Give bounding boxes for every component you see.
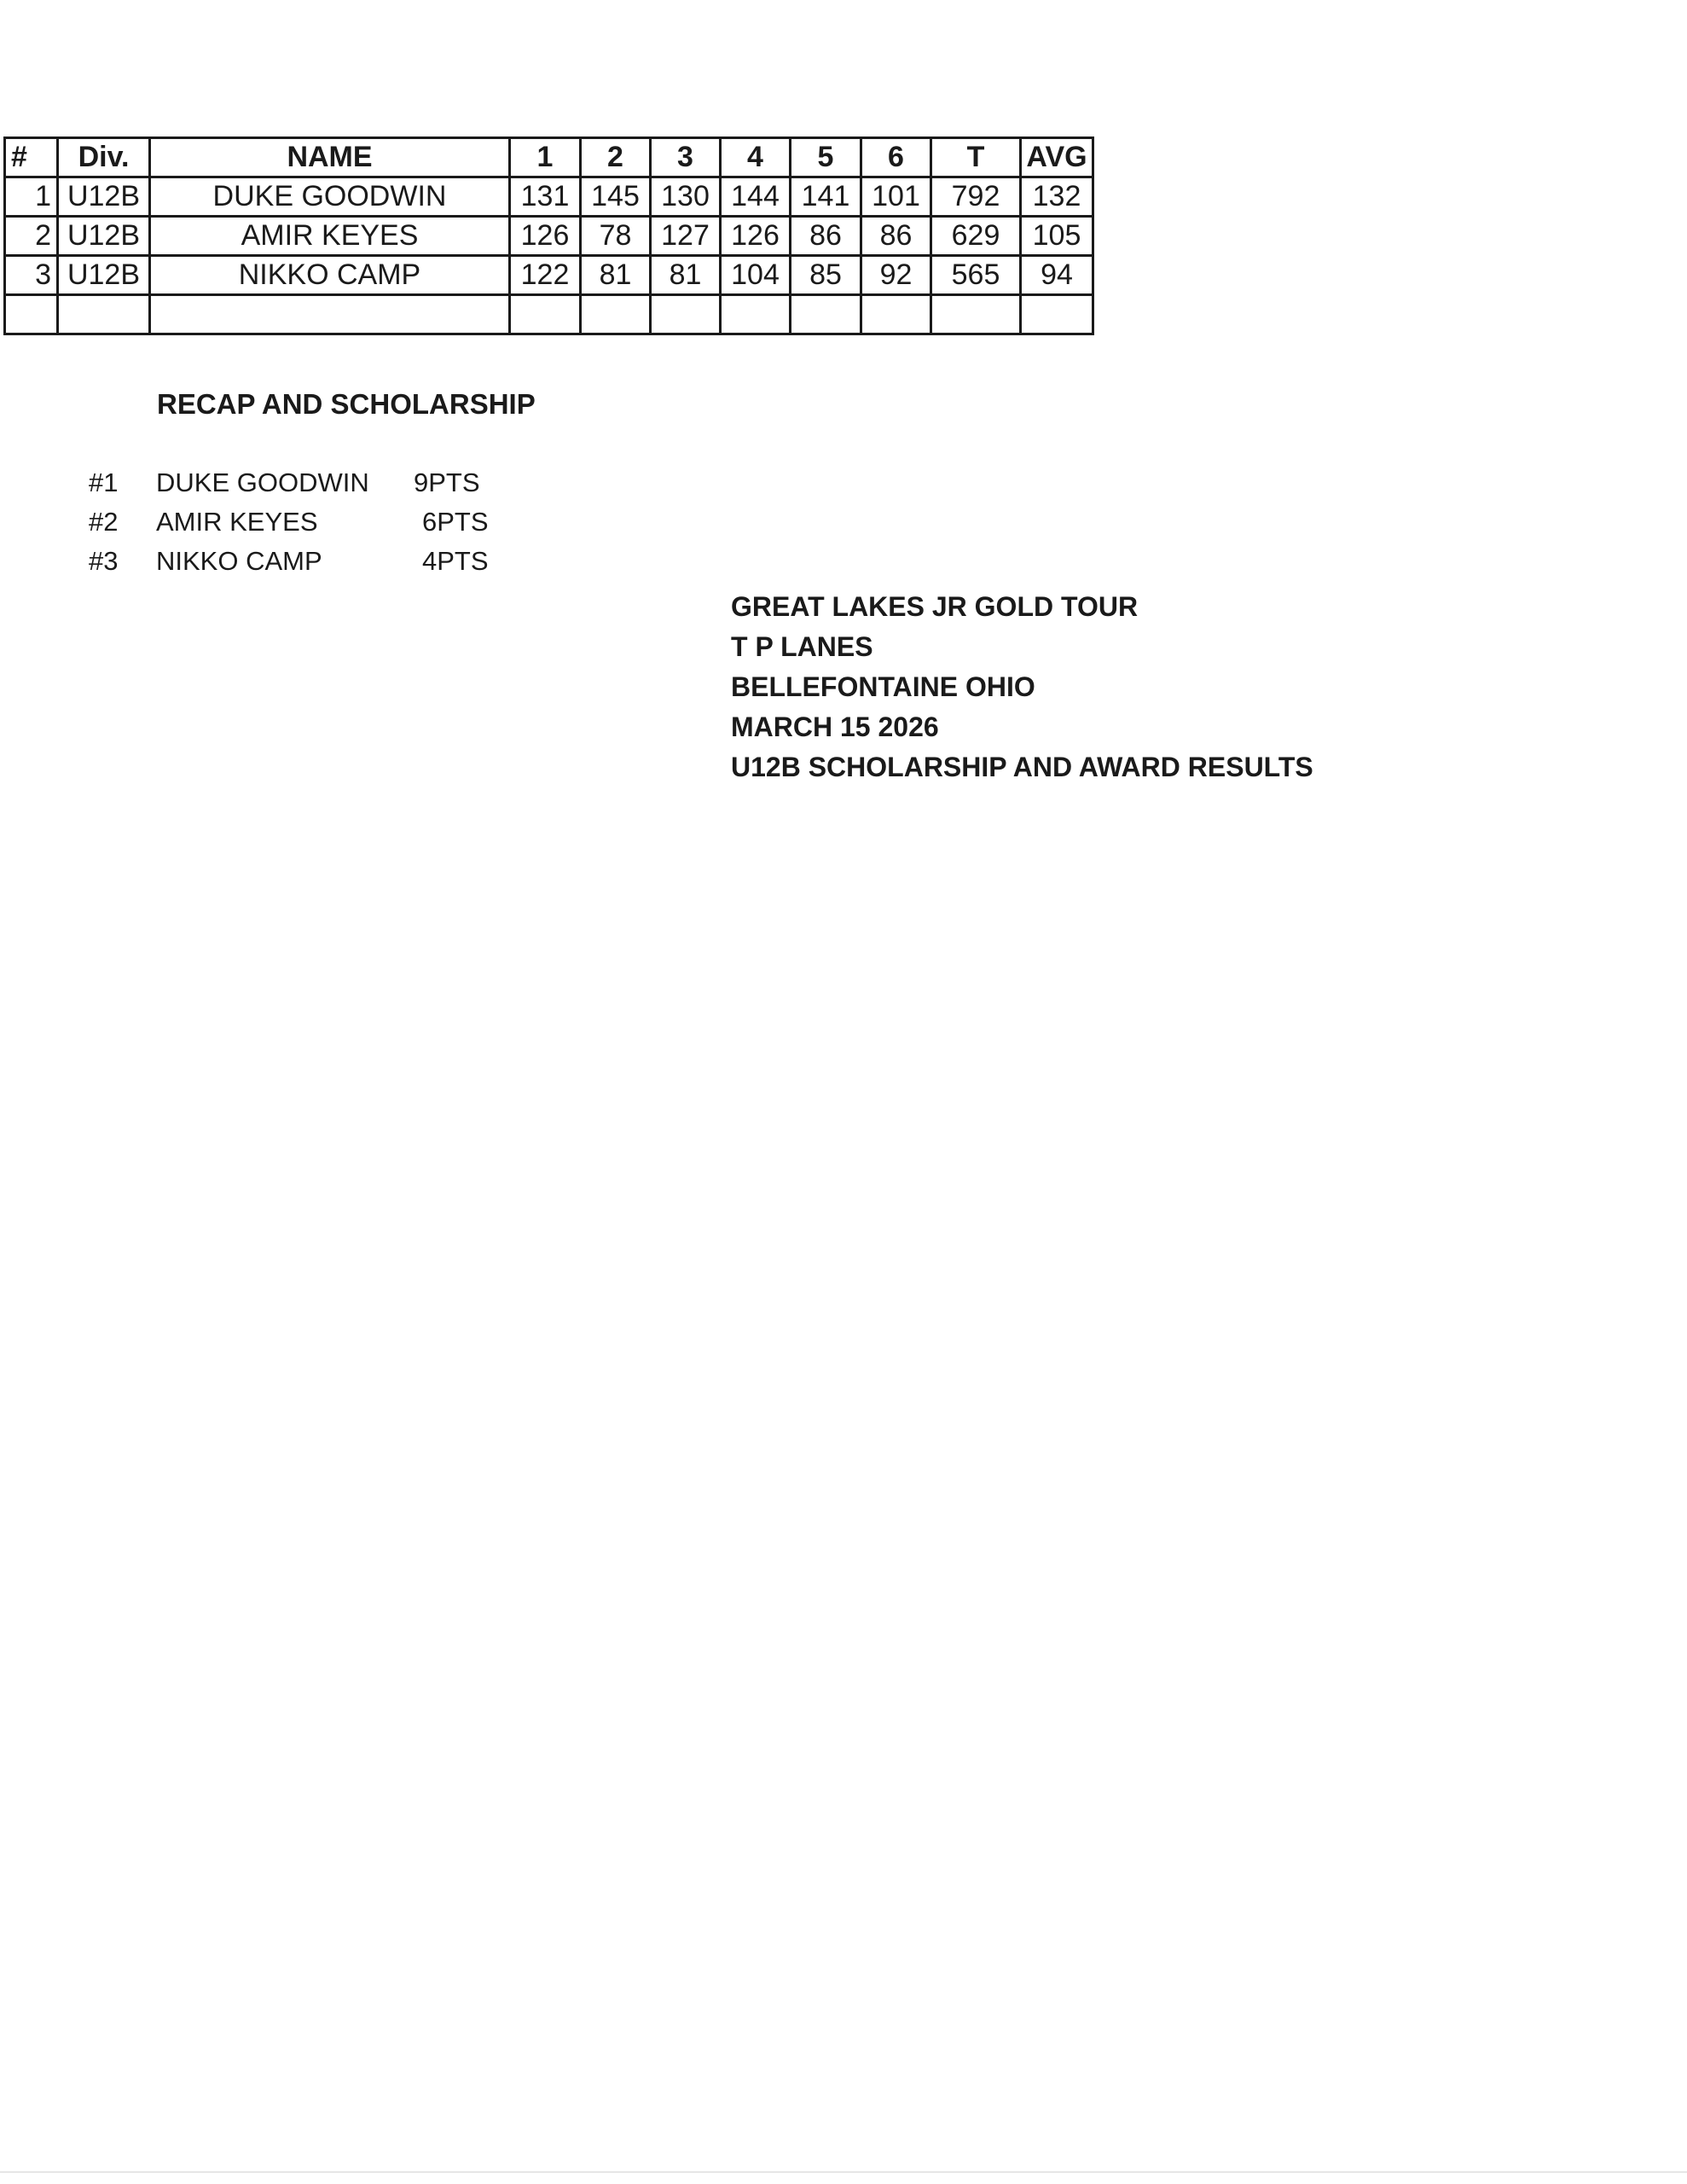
cell-game-3: [651, 295, 721, 334]
cell-game-1: 131: [510, 177, 581, 217]
cell-rank: [5, 295, 58, 334]
table-row: [5, 256, 1093, 295]
cell-game-2: 78: [581, 217, 651, 256]
cell-average: 132: [1021, 177, 1093, 217]
recap-name: DUKE GOODWIN: [156, 468, 369, 497]
cell-game-1: [510, 295, 581, 334]
cell-name: DUKE GOODWIN: [150, 177, 510, 217]
cell-total: 629: [931, 217, 1021, 256]
recap-rank: #1: [89, 468, 119, 497]
event-location: BELLEFONTAINE OHIO: [731, 671, 1035, 702]
cell-game-2: 145: [581, 177, 651, 217]
scan-edge-line: [0, 2171, 1687, 2173]
cell-rank: 2: [5, 217, 58, 256]
cell-game-6: 92: [861, 256, 931, 295]
cell-name: [150, 295, 510, 334]
cell-game-5: 85: [791, 256, 861, 295]
cell-game-1: 126: [510, 217, 581, 256]
cell-game-5: [791, 295, 861, 334]
cell-division: U12B: [58, 217, 150, 256]
recap-heading: RECAP AND SCHOLARSHIP: [157, 388, 536, 420]
cell-game-6: [861, 295, 931, 334]
recap-name: AMIR KEYES: [156, 507, 318, 537]
cell-average: [1021, 295, 1093, 334]
event-tour: GREAT LAKES JR GOLD TOUR: [731, 591, 1139, 622]
cell-game-4: 104: [721, 256, 791, 295]
event-info: [731, 587, 1313, 787]
cell-game-5: 86: [791, 217, 861, 256]
table-row: [5, 177, 1093, 217]
event-date: MARCH 15 2026: [731, 712, 939, 742]
recap-points: 9PTS: [414, 468, 480, 497]
event-subtitle: U12B SCHOLARSHIP AND AWARD RESULTS: [731, 752, 1313, 782]
table-row: [5, 217, 1093, 256]
table-header-row: [5, 138, 1093, 177]
cell-name: NIKKO CAMP: [150, 256, 510, 295]
header-game-2: 2: [581, 138, 651, 177]
cell-total: [931, 295, 1021, 334]
recap-points: 6PTS: [422, 507, 489, 537]
cell-game-4: [721, 295, 791, 334]
cell-game-2: 81: [581, 256, 651, 295]
event-venue: T P LANES: [731, 631, 873, 662]
header-game-1: 1: [510, 138, 581, 177]
cell-total: 792: [931, 177, 1021, 217]
cell-game-4: 126: [721, 217, 791, 256]
cell-game-6: 101: [861, 177, 931, 217]
recap-points: 4PTS: [422, 546, 489, 576]
header-average: AVG: [1021, 138, 1093, 177]
header-name: NAME: [150, 138, 510, 177]
cell-game-3: 127: [651, 217, 721, 256]
header-game-6: 6: [861, 138, 931, 177]
header-game-3: 3: [651, 138, 721, 177]
cell-game-2: [581, 295, 651, 334]
results-table: [3, 136, 1094, 335]
header-division: Div.: [58, 138, 150, 177]
header-rank: #: [5, 138, 58, 177]
cell-game-1: 122: [510, 256, 581, 295]
cell-average: 94: [1021, 256, 1093, 295]
table-row-empty: [5, 295, 1093, 334]
cell-name: AMIR KEYES: [150, 217, 510, 256]
cell-rank: 3: [5, 256, 58, 295]
header-game-5: 5: [791, 138, 861, 177]
cell-division: U12B: [58, 177, 150, 217]
cell-game-3: 81: [651, 256, 721, 295]
recap-name: NIKKO CAMP: [156, 546, 322, 576]
cell-game-6: 86: [861, 217, 931, 256]
cell-total: 565: [931, 256, 1021, 295]
header-total: T: [931, 138, 1021, 177]
cell-game-3: 130: [651, 177, 721, 217]
cell-division: U12B: [58, 256, 150, 295]
cell-average: 105: [1021, 217, 1093, 256]
recap-rank: #3: [89, 546, 119, 576]
cell-game-4: 144: [721, 177, 791, 217]
cell-division: [58, 295, 150, 334]
header-game-4: 4: [721, 138, 791, 177]
cell-rank: 1: [5, 177, 58, 217]
recap-rank: #2: [89, 507, 119, 537]
cell-game-5: 141: [791, 177, 861, 217]
